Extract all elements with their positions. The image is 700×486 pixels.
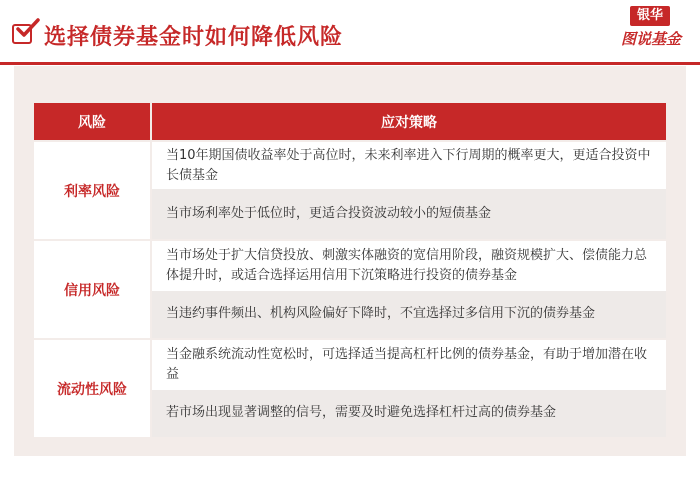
risk-cell-interest-rate: 利率风险 [34, 141, 151, 240]
table-row [34, 339, 666, 390]
strategy-cell: 若市场出现显著调整的信号，需要及时避免选择杠杆过高的债券基金 [151, 390, 666, 437]
strategy-cell: 当金融系统流动性宽松时，可选择适当提高杠杆比例的债券基金，有助于增加潜在收益 [151, 339, 666, 390]
brand-logo [604, 6, 692, 56]
title-bar [0, 0, 700, 62]
table-header-row [34, 103, 666, 141]
page-title: 选择债券基金时如何降低风险 [44, 25, 344, 50]
strategy-cell: 当市场利率处于低位时，更适合投资波动较小的短债基金 [151, 189, 666, 240]
column-header-risk: 风险 [34, 103, 151, 141]
logo-top-text: 银华 [630, 6, 670, 26]
table-row [34, 141, 666, 189]
checkmark-icon [14, 18, 40, 40]
strategy-cell: 当10年期国债收益率处于高位时，未来利率进入下行周期的概率更大，更适合投资中长债基金 [151, 141, 666, 189]
risk-cell-liquidity: 流动性风险 [34, 339, 151, 437]
column-header-strategy: 应对策略 [151, 103, 666, 141]
risk-cell-credit: 信用风险 [34, 240, 151, 339]
table-row [34, 240, 666, 291]
strategy-cell: 当违约事件频出、机构风险偏好下降时，不宜选择过多信用下沉的债券基金 [151, 291, 666, 339]
strategy-cell: 当市场处于扩大信贷投放、刺激实体融资的宽信用阶段，融资规模扩大、偿债能力总体提升时，或适合选择运用信用下沉策略进行投资的债券基金 [151, 240, 666, 291]
logo-bottom-text: 图说基金 [620, 30, 681, 48]
title-divider [0, 62, 700, 65]
risk-strategy-table [34, 103, 666, 437]
